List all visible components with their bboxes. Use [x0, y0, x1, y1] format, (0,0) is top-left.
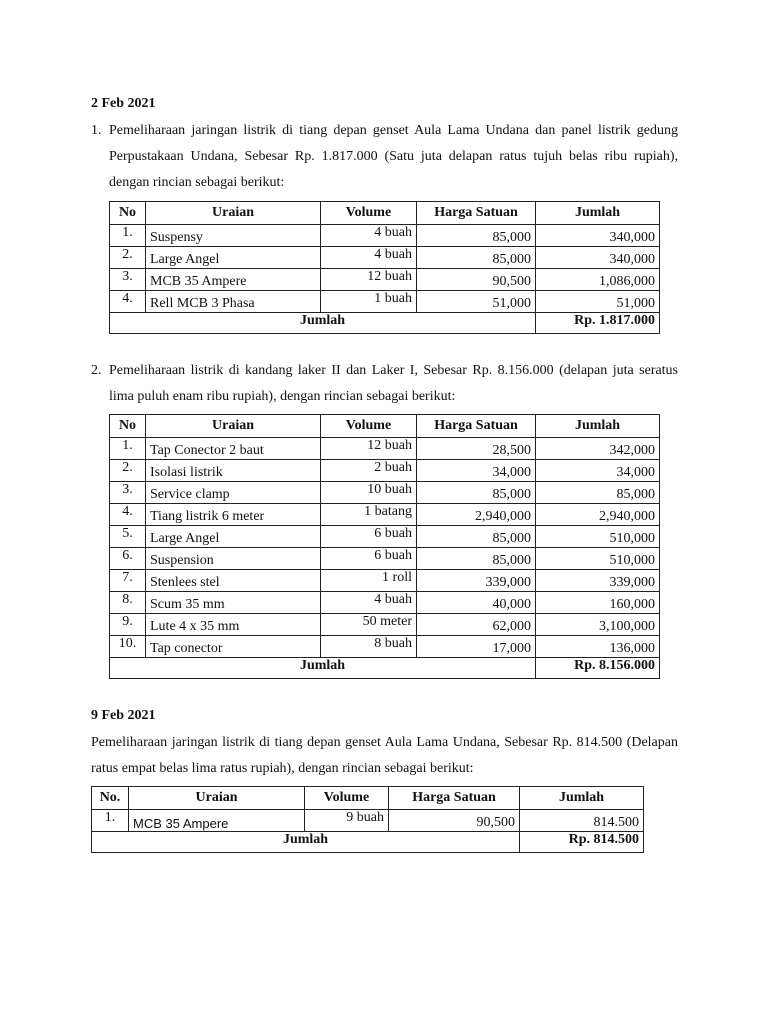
- table-row: [110, 636, 660, 658]
- cell-uraian: Scum 35 mm: [146, 592, 321, 614]
- header-jumlah: Jumlah: [536, 202, 660, 225]
- expense-table: [109, 201, 660, 334]
- cell-uraian: MCB 35 Ampere: [146, 269, 321, 291]
- table-row: [110, 247, 660, 269]
- table-row: [110, 504, 660, 526]
- cell-no: 2.: [110, 460, 146, 482]
- cell-no: 9.: [110, 614, 146, 636]
- table-row: [110, 291, 660, 313]
- cell-jumlah: 342,000: [536, 438, 660, 460]
- cell-jumlah: 1,086,000: [536, 269, 660, 291]
- header-volume: Volume: [321, 415, 417, 438]
- cell-harga: 85,000: [417, 482, 536, 504]
- header-uraian: Uraian: [146, 202, 321, 225]
- header-harga-satuan: Harga Satuan: [417, 202, 536, 225]
- cell-jumlah: 34,000: [536, 460, 660, 482]
- table-row: [110, 614, 660, 636]
- cell-no: 3.: [110, 269, 146, 291]
- cell-harga: 85,000: [417, 526, 536, 548]
- total-label: Jumlah: [110, 313, 536, 334]
- header-volume: Volume: [305, 787, 389, 810]
- cell-no: 1.: [92, 810, 129, 832]
- table-header-row: [110, 415, 660, 438]
- table-total-row: [110, 658, 660, 679]
- cell-harga: 85,000: [417, 225, 536, 247]
- cell-volume: 8 buah: [321, 636, 417, 658]
- item-paragraph: [91, 118, 678, 196]
- cell-uraian: Rell MCB 3 Phasa: [146, 291, 321, 313]
- cell-jumlah: 339,000: [536, 570, 660, 592]
- cell-jumlah: 160,000: [536, 592, 660, 614]
- cell-jumlah: 510,000: [536, 526, 660, 548]
- cell-harga: 90,500: [389, 810, 520, 832]
- cell-no: 10.: [110, 636, 146, 658]
- cell-jumlah: 136,000: [536, 636, 660, 658]
- table-row: [110, 548, 660, 570]
- cell-no: 1.: [110, 438, 146, 460]
- cell-jumlah: 85,000: [536, 482, 660, 504]
- total-label: Jumlah: [92, 832, 520, 853]
- cell-no: 8.: [110, 592, 146, 614]
- cell-harga: 17,000: [417, 636, 536, 658]
- header-uraian: Uraian: [129, 787, 305, 810]
- cell-harga: 85,000: [417, 247, 536, 269]
- cell-no: 2.: [110, 247, 146, 269]
- table-row: [110, 592, 660, 614]
- item-text: Pemeliharaan jaringan listrik di tiang depan genset Aula Lama Undana, Sebesar Rp. 814.500 (Delapan ratus empat belas lima ratus rupiah), dengan rincian sebagai berikut:: [91, 735, 678, 776]
- cell-jumlah: 340,000: [536, 225, 660, 247]
- table-row: [110, 526, 660, 548]
- cell-volume: 12 buah: [321, 269, 417, 291]
- cell-volume: 1 roll: [321, 570, 417, 592]
- cell-uraian: Large Angel: [146, 247, 321, 269]
- table-header-row: [92, 787, 644, 810]
- table-total-row: [92, 832, 644, 853]
- cell-uraian: MCB 35 Ampere: [129, 810, 305, 832]
- item-number: 2.: [91, 363, 102, 378]
- cell-jumlah: 2,940,000: [536, 504, 660, 526]
- date-heading: 9 Feb 2021: [91, 708, 156, 723]
- table-row: [110, 482, 660, 504]
- cell-harga: 62,000: [417, 614, 536, 636]
- cell-jumlah: 814.500: [520, 810, 644, 832]
- header-no: No.: [92, 787, 129, 810]
- cell-uraian: Large Angel: [146, 526, 321, 548]
- total-value: Rp. 1.817.000: [536, 313, 660, 334]
- cell-uraian: Tiang listrik 6 meter: [146, 504, 321, 526]
- cell-volume: 1 batang: [321, 504, 417, 526]
- cell-no: 5.: [110, 526, 146, 548]
- cell-volume: 6 buah: [321, 548, 417, 570]
- table-row: [110, 225, 660, 247]
- header-harga-satuan: Harga Satuan: [389, 787, 520, 810]
- table-row: [110, 438, 660, 460]
- cell-uraian: Tap conector: [146, 636, 321, 658]
- cell-uraian: Lute 4 x 35 mm: [146, 614, 321, 636]
- cell-uraian: Suspensy: [146, 225, 321, 247]
- cell-no: 4.: [110, 291, 146, 313]
- header-jumlah: Jumlah: [536, 415, 660, 438]
- cell-harga: 90,500: [417, 269, 536, 291]
- table-row: [110, 460, 660, 482]
- item-paragraph: [91, 358, 678, 410]
- cell-jumlah: 3,100,000: [536, 614, 660, 636]
- cell-no: 3.: [110, 482, 146, 504]
- cell-no: 7.: [110, 570, 146, 592]
- total-value: Rp. 814.500: [520, 832, 644, 853]
- cell-harga: 51,000: [417, 291, 536, 313]
- cell-no: 4.: [110, 504, 146, 526]
- cell-uraian: Service clamp: [146, 482, 321, 504]
- cell-volume: 4 buah: [321, 592, 417, 614]
- cell-volume: 4 buah: [321, 247, 417, 269]
- header-uraian: Uraian: [146, 415, 321, 438]
- cell-volume: 1 buah: [321, 291, 417, 313]
- header-jumlah: Jumlah: [520, 787, 644, 810]
- cell-volume: 50 meter: [321, 614, 417, 636]
- cell-volume: 4 buah: [321, 225, 417, 247]
- cell-uraian: Stenlees stel: [146, 570, 321, 592]
- item-paragraph: [91, 730, 678, 782]
- total-label: Jumlah: [110, 658, 536, 679]
- cell-harga: 34,000: [417, 460, 536, 482]
- cell-jumlah: 51,000: [536, 291, 660, 313]
- cell-volume: 6 buah: [321, 526, 417, 548]
- header-volume: Volume: [321, 202, 417, 225]
- cell-volume: 2 buah: [321, 460, 417, 482]
- cell-uraian: Suspension: [146, 548, 321, 570]
- item-text: Pemeliharaan jaringan listrik di tiang depan genset Aula Lama Undana dan panel listrik gedung Perpustakaan Undana, Sebesar Rp. 1.817.000 (Satu juta delapan ratus tujuh belas ribu rupiah), dengan rincian sebagai berikut:: [109, 123, 678, 190]
- cell-jumlah: 340,000: [536, 247, 660, 269]
- table-row: [110, 269, 660, 291]
- cell-no: 1.: [110, 225, 146, 247]
- cell-harga: 2,940,000: [417, 504, 536, 526]
- item-text: Pemeliharaan listrik di kandang laker II dan Laker I, Sebesar Rp. 8.156.000 (delapan juta seratus lima puluh enam ribu rupiah), dengan rincian sebagai berikut:: [109, 363, 678, 404]
- item-number: 1.: [91, 123, 102, 138]
- cell-harga: 40,000: [417, 592, 536, 614]
- expense-table: [91, 786, 644, 853]
- table-header-row: [110, 202, 660, 225]
- cell-volume: 10 buah: [321, 482, 417, 504]
- cell-volume: 9 buah: [305, 810, 389, 832]
- cell-uraian: Isolasi listrik: [146, 460, 321, 482]
- header-no: No: [110, 415, 146, 438]
- cell-uraian: Tap Conector 2 baut: [146, 438, 321, 460]
- header-harga-satuan: Harga Satuan: [417, 415, 536, 438]
- cell-volume: 12 buah: [321, 438, 417, 460]
- cell-harga: 85,000: [417, 548, 536, 570]
- cell-harga: 339,000: [417, 570, 536, 592]
- table-total-row: [110, 313, 660, 334]
- cell-no: 6.: [110, 548, 146, 570]
- total-value: Rp. 8.156.000: [536, 658, 660, 679]
- table-row: [110, 570, 660, 592]
- cell-harga: 28,500: [417, 438, 536, 460]
- date-heading: 2 Feb 2021: [91, 96, 156, 111]
- header-no: No: [110, 202, 146, 225]
- table-row: [92, 810, 644, 832]
- expense-table: [109, 414, 660, 679]
- cell-jumlah: 510,000: [536, 548, 660, 570]
